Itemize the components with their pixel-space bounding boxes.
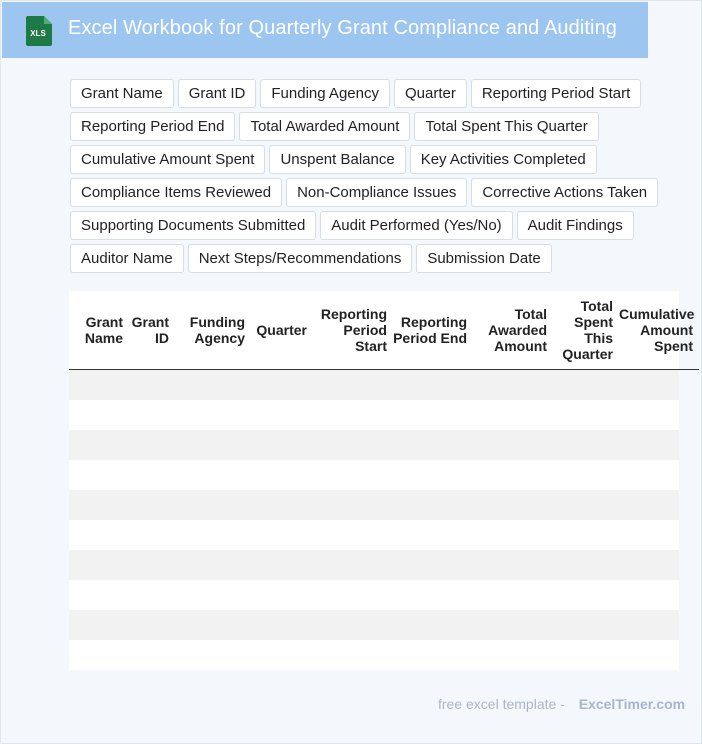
svg-text:XLS: XLS <box>30 29 46 38</box>
field-tag: Grant Name <box>70 79 174 108</box>
column-header: Total Spent This Quarter <box>562 298 613 362</box>
footer-prefix: free excel template - <box>438 696 565 712</box>
column-header: Grant Name <box>84 314 123 346</box>
field-tag: Funding Agency <box>260 79 390 108</box>
table-row <box>69 610 679 640</box>
field-tag: Quarter <box>394 79 467 108</box>
field-tag: Audit Findings <box>517 211 634 240</box>
field-tag: Non-Compliance Issues <box>286 178 467 207</box>
xls-file-icon <box>24 16 52 46</box>
field-tag: Reporting Period End <box>70 112 235 141</box>
table-row <box>69 400 679 430</box>
field-tag: Supporting Documents Submitted <box>70 211 316 240</box>
field-tag: Submission Date <box>416 244 551 273</box>
data-table <box>69 291 695 670</box>
field-tag: Total Spent This Quarter <box>414 112 598 141</box>
table-row <box>69 580 679 610</box>
footer-credit <box>438 696 685 712</box>
field-tag: Compliance Items Reviewed <box>70 178 282 207</box>
footer-brand-link[interactable]: ExcelTimer.com <box>578 696 686 712</box>
field-tag: Audit Performed (Yes/No) <box>320 211 512 240</box>
field-tag: Cumulative Amount Spent <box>70 145 265 174</box>
table-header-row <box>69 291 699 370</box>
table-row <box>69 520 679 550</box>
table-row <box>69 640 679 670</box>
column-header: Reporting Period Start <box>320 306 387 354</box>
column-header: Cumulative Amount Spent <box>619 306 695 354</box>
title-bar <box>2 2 648 58</box>
field-tag: Grant ID <box>178 79 257 108</box>
field-tag: Next Steps/Recommendations <box>188 244 413 273</box>
table-row <box>69 550 679 580</box>
table-row <box>69 460 679 490</box>
column-header: Grant ID <box>131 314 169 346</box>
field-tag: Auditor Name <box>70 244 184 273</box>
column-header: Funding Agency <box>189 314 245 346</box>
table-row <box>69 490 679 520</box>
field-tag-list <box>70 79 670 273</box>
field-tag: Corrective Actions Taken <box>471 178 658 207</box>
table-row <box>69 430 679 460</box>
page-title: Excel Workbook for Quarterly Grant Compliance and Auditing <box>68 17 618 39</box>
field-tag: Total Awarded Amount <box>239 112 410 141</box>
field-tag: Key Activities Completed <box>410 145 597 174</box>
field-tag: Reporting Period Start <box>471 79 641 108</box>
column-header: Total Awarded Amount <box>488 306 547 354</box>
column-header: Reporting Period End <box>393 314 467 346</box>
column-header: Quarter <box>256 322 307 338</box>
field-tag: Unspent Balance <box>269 145 405 174</box>
table-row <box>69 370 679 400</box>
